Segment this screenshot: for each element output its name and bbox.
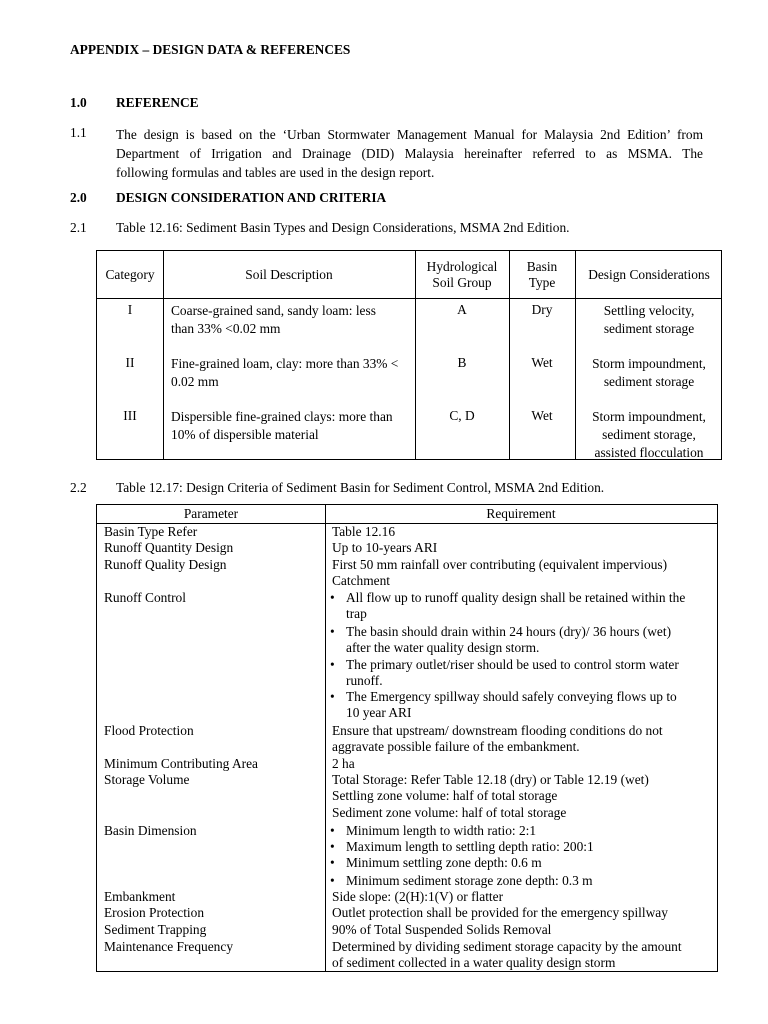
list-item-text: Minimum sediment storage zone depth: 0.3 m (346, 873, 593, 888)
header-requirement: Requirement (486, 506, 556, 521)
req-erosion-protection: Outlet protection shall be provided for the emergency spillway (332, 905, 668, 920)
param-basin-dimension: Basin Dimension (104, 823, 197, 838)
cell-soil-group: A (457, 302, 467, 317)
header-category: Category (105, 267, 155, 282)
cell-line: 0.02 mm (171, 374, 219, 389)
section-number: 2.0 (70, 190, 87, 205)
param-runoff-control: Runoff Control (104, 590, 186, 605)
bullet-icon: • (330, 823, 335, 838)
cell-design-considerations (575, 302, 723, 338)
cell-line: sediment storage, (602, 427, 696, 442)
header-hydrological-group (415, 259, 509, 291)
cell-category: I (127, 302, 133, 317)
header-basin-type (509, 259, 575, 291)
list-item-text: after the water quality design storm. (346, 640, 540, 655)
list-item-text: runoff. (346, 673, 383, 688)
cell-line: assisted flocculation (594, 445, 704, 460)
page-title: APPENDIX – DESIGN DATA & REFERENCES (70, 42, 351, 57)
list-item-text: 10 year ARI (346, 705, 412, 720)
reference-paragraph (116, 125, 703, 182)
param-flood-protection: Flood Protection (104, 723, 194, 738)
cell-line: Settling velocity, (603, 303, 695, 318)
cell-line: sediment storage (603, 321, 695, 336)
paragraph-line: following formulas and tables are used in the design report. (116, 165, 435, 180)
item-number: 1.1 (70, 125, 87, 140)
req-embankment: Side slope: (2(H):1(V) or flatter (332, 889, 504, 904)
header-divider (97, 298, 721, 299)
cell-line: sediment storage (603, 374, 695, 389)
req-min-contributing-area: 2 ha (332, 756, 355, 771)
list-item-text: The basin should drain within 24 hours (dry)/ 36 hours (wet) (346, 624, 672, 639)
header-line: Basin (526, 259, 558, 274)
cell-line: Storm impoundment, (592, 356, 706, 371)
cell-soil-group: C, D (449, 408, 475, 423)
list-item-text: Minimum settling zone depth: 0.6 m (346, 855, 542, 870)
paragraph-line: The design is based on the ‘Urban Stormwater Management Manual for Malaysia 2nd Edition’ from (116, 127, 703, 142)
cell-design-considerations (575, 355, 723, 391)
bullet-icon: • (330, 839, 335, 854)
cell-basin-type: Dry (531, 302, 553, 317)
list-item-text: trap (346, 606, 367, 621)
req-runoff-quantity: Up to 10-years ARI (332, 540, 438, 555)
cell-line: Storm impoundment, (592, 409, 706, 424)
param-sediment-trapping: Sediment Trapping (104, 922, 207, 937)
table-design-criteria (96, 504, 718, 972)
req-basin-type: Table 12.16 (332, 524, 396, 539)
req-storage-volume: Total Storage: Refer Table 12.18 (dry) or Table 12.19 (wet) (332, 772, 649, 787)
header-design-considerations: Design Considerations (588, 267, 710, 282)
req-sediment-trapping: 90% of Total Suspended Solids Removal (332, 922, 552, 937)
bullet-icon: • (330, 855, 335, 870)
cell-category: III (123, 408, 137, 423)
cell-design-considerations (575, 408, 723, 462)
cell-basin-type: Wet (531, 355, 553, 370)
cell-category: II (125, 355, 135, 370)
header-line: Soil Group (432, 275, 492, 290)
item-number: 2.1 (70, 220, 87, 235)
header-soil-description: Soil Description (245, 267, 333, 282)
table-sediment-basin-types (96, 250, 722, 460)
column-divider (325, 505, 326, 971)
param-runoff-quality: Runoff Quality Design (104, 557, 227, 572)
cell-line: Coarse-grained sand, sandy loam: less (171, 303, 376, 318)
header-parameter: Parameter (183, 506, 239, 521)
param-erosion-protection: Erosion Protection (104, 905, 205, 920)
req-flood-protection: Ensure that upstream/ downstream flooding conditions do not (332, 723, 663, 738)
bullet-icon: • (330, 689, 335, 704)
section-title: DESIGN CONSIDERATION AND CRITERIA (116, 190, 387, 205)
cell-line: Dispersible fine-grained clays: more than (171, 409, 393, 424)
cell-line: 10% of dispersible material (171, 427, 319, 442)
list-item-text: The Emergency spillway should safely conveying flows up to (346, 689, 677, 704)
header-line: Type (528, 275, 556, 290)
req-storage-volume: Sediment zone volume: half of total storage (332, 805, 567, 820)
req-storage-volume: Settling zone volume: half of total storage (332, 788, 558, 803)
table-caption: Table 12.16: Sediment Basin Types and Design Considerations, MSMA 2nd Edition. (116, 220, 570, 235)
header-line: Hydrological (426, 259, 498, 274)
param-min-contributing-area: Minimum Contributing Area (104, 756, 258, 771)
bullet-icon: • (330, 590, 335, 605)
item-number: 2.2 (70, 480, 87, 495)
param-basin-type: Basin Type Refer (104, 524, 198, 539)
section-number: 1.0 (70, 95, 87, 110)
list-item-text: Maximum length to settling depth ratio: 200:1 (346, 839, 594, 854)
req-runoff-quality: First 50 mm rainfall over contributing (equivalent impervious) (332, 557, 668, 572)
list-item-text: All flow up to runoff quality design shall be retained within the (346, 590, 686, 605)
req-maintenance-frequency: Determined by dividing sediment storage capacity by the amount (332, 939, 682, 954)
table-caption: Table 12.17: Design Criteria of Sediment Basin for Sediment Control, MSMA 2nd Edition. (116, 480, 605, 495)
cell-basin-type: Wet (531, 408, 553, 423)
bullet-icon: • (330, 624, 335, 639)
cell-line: than 33% <0.02 mm (171, 321, 281, 336)
req-flood-protection: aggravate possible failure of the embankment. (332, 739, 580, 754)
param-storage-volume: Storage Volume (104, 772, 190, 787)
list-item-text: The primary outlet/riser should be used to control storm water (346, 657, 679, 672)
cell-line: Fine-grained loam, clay: more than 33% < (171, 356, 399, 371)
req-maintenance-frequency: of sediment collected in a water quality design storm (332, 955, 616, 970)
param-embankment: Embankment (104, 889, 176, 904)
paragraph-line: Department of Irrigation and Drainage (DID) Malaysia hereinafter referred to as MSMA. The (116, 146, 703, 161)
section-title: REFERENCE (116, 95, 199, 110)
bullet-icon: • (330, 657, 335, 672)
param-maintenance-frequency: Maintenance Frequency (104, 939, 234, 954)
list-item-text: Minimum length to width ratio: 2:1 (346, 823, 537, 838)
cell-soil-group: B (457, 355, 467, 370)
cell-soil-description (171, 355, 398, 391)
param-runoff-quantity: Runoff Quantity Design (104, 540, 234, 555)
req-runoff-quality: Catchment (332, 573, 391, 588)
bullet-icon: • (330, 873, 335, 888)
cell-soil-description (171, 302, 376, 338)
cell-soil-description (171, 408, 393, 444)
